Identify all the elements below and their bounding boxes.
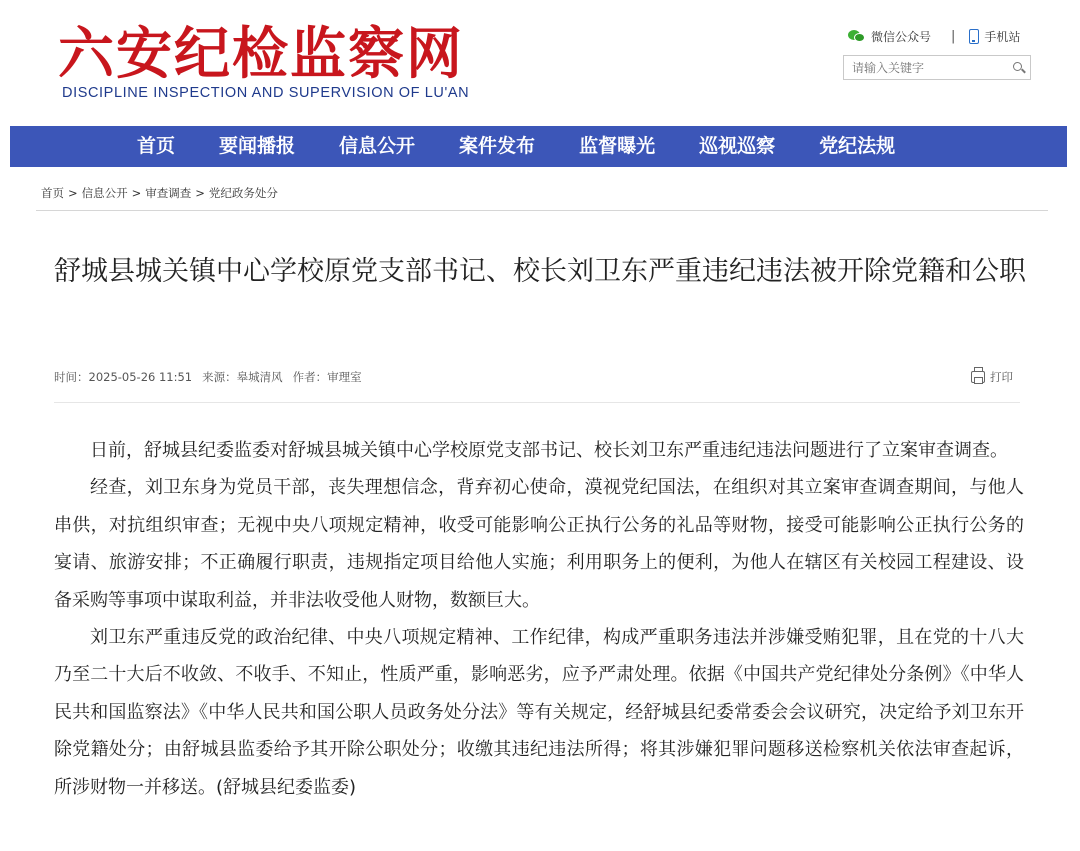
mobile-label: 手机站 — [984, 29, 1021, 44]
mobile-site-link[interactable] — [969, 28, 1020, 45]
print-label: 打印 — [990, 370, 1013, 384]
breadcrumb — [41, 185, 278, 201]
meta-divider — [54, 402, 1020, 403]
search-input[interactable] — [844, 56, 1008, 79]
breadcrumb-investigation[interactable]: 审查调查 — [145, 186, 192, 200]
article-source: 来源：皋城清风 — [202, 370, 283, 384]
mobile-phone-icon — [969, 29, 979, 44]
article-paragraph: 经查，刘卫东身为党员干部，丧失理想信念，背弃初心使命，漠视党纪国法，在组织对其立案审查调查期间，与他人串供，对抗组织审查；无视中央八项规定精神，收受可能影响公正执行公务的礼品等财物，接受可能影响公正执行公务的宴请、旅游安排；不正确履行职责，违规指定项目给他人实施；利用职务上的便利，为他人在辖区有关校园工程建设、设备采购等事项中谋取利益，并非法收受他人财物，数额巨大。 — [54, 477, 1024, 611]
top-links-separator: | — [951, 28, 956, 44]
breadcrumb-disciplinary-sanctions[interactable]: 党纪政务处分 — [208, 186, 278, 200]
article-paragraph: 日前，舒城县纪委监委对舒城县城关镇中心学校原党支部书记、校长刘卫东严重违纪违法问题进行了立案审查调查。 — [90, 440, 1008, 461]
top-links — [848, 27, 1020, 45]
main-nav — [10, 126, 1067, 167]
breadcrumb-info-disclosure[interactable]: 信息公开 — [81, 186, 128, 200]
print-button[interactable] — [971, 369, 1013, 385]
nav-item-case-release[interactable]: 案件发布 — [459, 135, 536, 157]
wechat-label: 微信公众号 — [871, 29, 932, 44]
wechat-link[interactable] — [848, 28, 931, 45]
article-author: 作者：审理室 — [292, 370, 362, 384]
printer-icon — [971, 371, 985, 383]
nav-item-party-regulations[interactable]: 党纪法规 — [819, 135, 896, 157]
article-meta — [54, 369, 362, 385]
breadcrumb-divider — [36, 210, 1048, 211]
article-time: 时间：2025-05-26 11:51 — [54, 370, 193, 384]
nav-item-supervision-exposure[interactable]: 监督曝光 — [579, 135, 656, 157]
breadcrumb-separator: > — [131, 186, 142, 200]
site-logo-title[interactable]: 六安纪检监察网 — [58, 21, 464, 87]
breadcrumb-separator: > — [68, 186, 78, 200]
nav-item-inspection[interactable]: 巡视巡察 — [699, 135, 776, 157]
nav-item-news[interactable]: 要闻播报 — [219, 135, 296, 157]
wechat-icon — [848, 29, 866, 43]
article-paragraph: 刘卫东严重违反党的政治纪律、中央八项规定精神、工作纪律，构成严重职务违法并涉嫌受贿犯罪，且在党的十八大乃至二十大后不收敛、不收手、不知止，性质严重，影响恶劣，应予严肃处理。依据《中国共产党纪律处分条例》《中华人民共和国监察法》《中华人民共和国公职人员政务处分法》等有关规定，经舒城县纪委常委会会议研究，决定给予刘卫东开除党籍处分；由舒城县监委给予其开除公职处分；收缴其违纪违法所得；将其涉嫌犯罪问题移送检察机关依法审查起诉，所涉财物一并移送。(舒城县纪委监委) — [54, 627, 1024, 798]
article-body — [54, 432, 1024, 806]
site-header — [0, 0, 1080, 126]
nav-item-info-disclosure[interactable]: 信息公开 — [339, 135, 416, 157]
breadcrumb-separator: > — [195, 186, 205, 200]
breadcrumb-home[interactable]: 首页 — [41, 186, 64, 200]
nav-item-home[interactable]: 首页 — [137, 135, 176, 157]
search-icon[interactable] — [1008, 56, 1030, 79]
article-title: 舒城县城关镇中心学校原党支部书记、校长刘卫东严重违纪违法被开除党籍和公职 — [54, 256, 1026, 287]
site-logo-subtitle: DISCIPLINE INSPECTION AND SUPERVISION OF LU'AN — [62, 85, 470, 101]
search-box — [843, 55, 1031, 80]
